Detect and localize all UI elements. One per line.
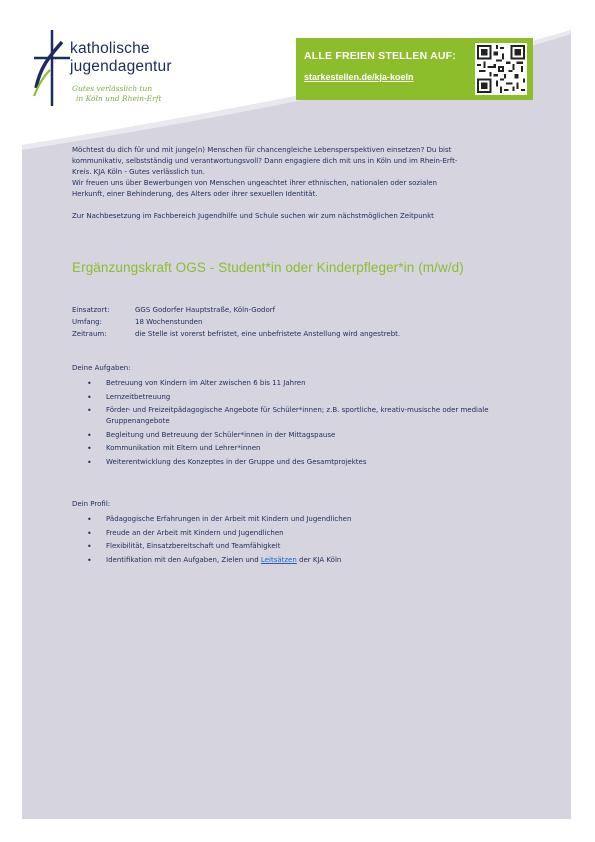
list-item [72, 443, 532, 454]
list-item-text-prefix: Identifikation mit den Aufgaben, Zielen und [106, 555, 261, 564]
detail-row-umfang [72, 316, 400, 328]
detail-value: 18 Wochenstunden [135, 318, 203, 326]
intro-section [72, 145, 532, 222]
intro-line: kommunikativ, selbstständig und verantwortungsvoll? Dann engagiere dich mit uns in Köln und im Rhein-Erft- [72, 157, 458, 165]
list-item-text: Weiterentwicklung des Konzeptes in der Gruppe und des Gesamtprojektes [106, 457, 367, 466]
intro-line: Möchtest du dich für und mit junge(n) Menschen für chancengleiche Lebensperspektiven einsetzen? Du bist [72, 146, 452, 154]
list-item-text: Kommunikation mit Eltern und Lehrer*innen [106, 444, 261, 452]
job-title: Ergänzungskraft OGS - Student*in oder Kinderpfleger*in (m/w/d) [72, 260, 464, 275]
list-item-text: Flexibilität, Einsatzbereitschaft und Teamfähigkeit [106, 542, 281, 550]
kja-logo[interactable] [30, 28, 200, 118]
intro-text [72, 145, 532, 200]
bullet-icon: • [87, 392, 92, 402]
list-item [72, 405, 532, 427]
bullet-icon: • [87, 457, 92, 467]
list-item [72, 378, 532, 389]
banner-title: ALLE FREIEN STELLEN AUF: [304, 50, 456, 62]
list-item-text: Freude an der Arbeit mit Kindern und Jugendlichen [106, 528, 284, 537]
list-item [72, 528, 532, 539]
bullet-icon: • [87, 542, 92, 551]
leitsaetze-link[interactable]: Leitsätzen [260, 555, 297, 564]
bullet-icon: • [87, 444, 92, 453]
detail-row-einsatzort [72, 304, 400, 316]
bullet-icon: • [87, 379, 92, 388]
detail-row-zeitraum [72, 328, 400, 340]
list-item [72, 555, 532, 566]
list-item-text: Förder- und Freizeitpädagogische Angebote für Schüler*innen; z.B. sportliche, kreativ-musische oder mediale Gruppenangebote [106, 406, 489, 425]
aufgaben-list [72, 378, 532, 470]
list-item [72, 514, 532, 525]
profil-heading: Dein Profil: [72, 500, 111, 508]
aufgaben-heading: Deine Aufgaben: [72, 364, 131, 372]
logo-text-katholische: katholische [70, 40, 150, 57]
list-item [72, 457, 532, 468]
detail-key: Einsatzort: [72, 306, 110, 314]
list-item-text: Begleitung und Betreuung der Schüler*innen in der Mittagspause [106, 430, 336, 439]
detail-key: Zeitraum: [72, 330, 107, 338]
list-item-text: Lernzeitbetreuung [106, 392, 171, 401]
bullet-icon: • [87, 528, 92, 538]
list-item-text: Pädagogische Erfahrungen in der Arbeit mit Kindern und Jugendlichen [106, 515, 352, 523]
qr-code-icon[interactable] [475, 43, 527, 95]
banner-url-link[interactable]: starkestellen.de/kja-koeln [304, 72, 414, 82]
logo-tagline-2: in Köln und Rhein-Erft [76, 94, 162, 103]
logo-cross-icon [30, 28, 74, 108]
detail-value: die Stelle ist vorerst befristet, eine unbefristete Anstellung wird angestrebt. [135, 330, 401, 338]
detail-value: GGS Godorfer Hauptstraße, Köln-Godorf [135, 306, 276, 314]
list-item-text: Betreuung von Kindern im Alter zwischen 6 bis 11 Jahren [106, 379, 306, 387]
bullet-icon: • [87, 555, 92, 565]
detail-key: Umfang: [72, 318, 102, 326]
list-item [72, 541, 532, 552]
list-item [72, 392, 532, 403]
bullet-icon: • [87, 430, 92, 440]
job-details [72, 304, 400, 340]
bullet-icon: • [87, 515, 92, 524]
nachbesetzung-text: Zur Nachbesetzung im Fachbereich Jugendhilfe und Schule suchen wir zum nächstmöglichen Zeitpunkt [72, 212, 434, 220]
list-item-text-suffix: der KJA Köln [296, 555, 342, 564]
intro-line: Herkunft, einer Behinderung, des Alters oder ihrer sexuellen Identität. [72, 190, 318, 198]
logo-tagline-1: Gutes verlässlich tun [72, 84, 153, 93]
list-item [72, 430, 532, 441]
profil-list [72, 514, 532, 568]
intro-line: Kreis. KJA Köln - Gutes verlässlich tun. [72, 168, 205, 176]
job-portal-banner[interactable] [296, 38, 533, 100]
intro-line: Wir freuen uns über Bewerbungen von Menschen ungeachtet ihrer ethnischen, nationalen oder sozialen [72, 179, 437, 187]
logo-text-jugendagentur: jugendagentur [70, 58, 172, 75]
bullet-icon: • [87, 406, 92, 415]
